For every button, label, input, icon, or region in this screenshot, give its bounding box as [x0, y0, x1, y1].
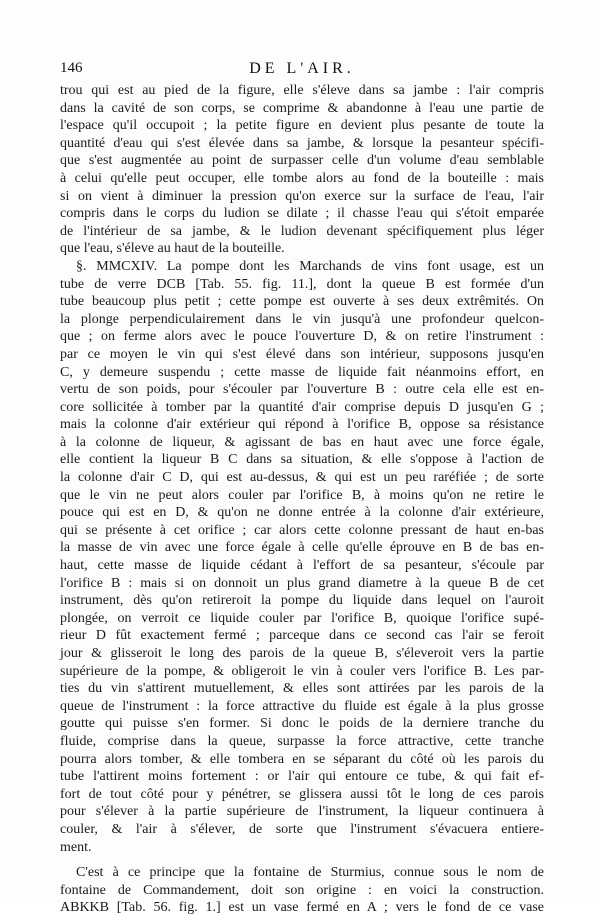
- text-block: [60, 60, 544, 917]
- text-line: ABKKB [Tab. 56. fig. 1.] est un vase fermé en A ; vers le fond de ce vase: [60, 900, 544, 916]
- text-line: jour & glisseroit le long des parois de la queue B, s'éleveroit vers la partie: [60, 646, 544, 661]
- text-line: que l'eau, s'éleve au haut de la bouteille.: [60, 241, 285, 257]
- text-line: que ; on ferme alors avec le pouce l'ouverture D, & on retire l'instrument :: [60, 329, 544, 345]
- text-line: tube beaucoup plus petit ; cette pompe est ouverte à ses deux extrêmités. On: [60, 294, 544, 310]
- text-line: la colonne d'air C D, qui est au-dessus, & qui est un peu raréfiée ; de sorte: [60, 470, 544, 486]
- text-line: l'orifice B : mais si on donnoit un plus grand diametre à la queue B de cet: [60, 575, 544, 591]
- section-opening-line: §. MMCXIV. La pompe dont les Marchands de vins font usage, est un: [76, 258, 544, 274]
- page-number: 146: [60, 60, 83, 76]
- text-line: plongée, on verroit ce liquide couler par l'orifice B, quoique l'orifice supé-: [60, 610, 544, 626]
- text-line: dans la cavité de son corps, se comprime & abandonne à l'eau une partie de: [60, 100, 544, 116]
- text-line: la masse de vin avec une force égale à celle qu'elle éprouve en B de bas en-: [60, 540, 544, 556]
- text-line: à la colonne de liqueur, & agissant de bas en haut avec une force égale,: [60, 434, 544, 450]
- text-line: pour s'élever à la partie supérieure de l'instrument, la liqueur continuera à: [60, 804, 544, 820]
- text-line: queue de l'instrument : la force attractive du fluide est égale à la plus grosse: [60, 698, 544, 714]
- text-line: couler, & l'air à s'élever, de sorte que l'instrument s'évacuera entiere-: [60, 821, 544, 837]
- text-line: elle contient la liqueur B C dans sa situation, & elle s'oppose à l'action de: [60, 452, 544, 468]
- text-line: l'espace qu'il occupoit ; la petite figure en devient plus pesante de toute la: [60, 118, 544, 134]
- text-line: mais la colonne d'air extérieur qui répond à l'orifice B, oppose sa résistance: [60, 417, 544, 433]
- text-line: si on vient à diminuer la pression qu'on exerce sur la surface de l'eau, l'air: [60, 188, 544, 204]
- paragraph-fontaine: [60, 864, 544, 917]
- text-line: rieur D fût exactement fermé ; parceque dans ce second cas l'air se feroit: [60, 628, 544, 644]
- text-line: à celui qu'elle peut occuper, elle tombe alors au fond de la bouteille : mais: [60, 170, 544, 186]
- text-line: tube l'attirent moins fortement : or l'air qui entoure ce tube, & qui fait ef-: [60, 769, 544, 785]
- text-line: ment.: [60, 839, 92, 855]
- text-line: par ce moyen le vin qui s'est élevé dans son intérieur, supposons jusqu'en: [60, 346, 544, 362]
- text-line: de l'intérieur de sa jambe, & le ludion devenant spécifiquement plus léger: [60, 223, 544, 239]
- text-line: core sollicitée à tomber par la quantité d'air comprise depuis D jusqu'en G ;: [60, 399, 544, 415]
- text-line: que le vin ne peut alors couler par l'orifice B, à moins qu'on ne retire le: [60, 487, 544, 503]
- text-line: compris dans le corps du ludion se dilate ; il chasse l'eau qui s'étoit emparée: [60, 206, 544, 222]
- text-line: trou qui est au pied de la figure, elle s'éleve dans sa jambe : l'air compris: [60, 83, 544, 98]
- text-line: fluide, comprise dans la queue, surpasse la force attractive, cette tranche: [60, 733, 544, 749]
- running-head: [60, 60, 544, 82]
- text-line: ties du vin s'attirent mutuellement, & elles sont attirées par les parois de la: [60, 681, 544, 697]
- text-line: tube de verre DCB [Tab. 55. fig. 11.], dont la queue B est formée d'un: [60, 276, 544, 292]
- text-line: goutte qui puisse s'en former. Si donc le poids de la derniere tranche du: [60, 716, 544, 732]
- text-line: la plonge perpendiculairement dans le vin jusqu'à une profondeur quelcon-: [60, 311, 544, 327]
- text-line: supérieure de la pompe, & obligeroit le vin à couler vers l'orifice B. Les par-: [60, 663, 544, 679]
- text-line: pouce qui est en D, & qu'on ne donne entrée à la colonne d'air extérieure,: [60, 505, 544, 521]
- text-line: vertu de son poids, pour s'écouler par l'ouverture B : outre cela elle est en-: [60, 382, 544, 398]
- text-line: C'est à ce principe que la fontaine de Sturmius, connue sous le nom de: [76, 865, 544, 881]
- paragraph-ludion: [60, 82, 544, 258]
- paragraph-pompe: [60, 258, 544, 856]
- text-line: que s'est augmentée au point de surpasser celle d'un volume d'eau semblable: [60, 153, 544, 169]
- text-line: haut, cette masse de liquide cédant à l'effort de sa pesanteur, s'écoule par: [60, 558, 544, 574]
- text-line: fort de tout côté pour y pénétrer, se glissera aussi tôt le long de ces parois: [60, 786, 544, 802]
- text-line: C, y demeure suspendu ; cette masse de liquide fait néanmoins effort, en: [60, 364, 544, 380]
- text-line: qui se présente à cet orifice ; car alors cette colonne pressant de haut en-bas: [60, 522, 544, 538]
- text-line: instrument, dès qu'on retireroit la pompe du liquide dans lequel on l'auroit: [60, 593, 544, 609]
- text-line: quantité d'eau qui s'est élevée dans sa jambe, & lorsque la pesanteur spécifi-: [60, 135, 544, 151]
- paragraph-spacer: [60, 856, 544, 864]
- text-line: pourra alors tomber, & elle tombera en se séparant du côté où les parois du: [60, 751, 544, 767]
- text-line: fontaine de Commandement, doit son origine : en voici la construction.: [60, 882, 544, 898]
- running-title: DE L'AIR.: [249, 60, 355, 77]
